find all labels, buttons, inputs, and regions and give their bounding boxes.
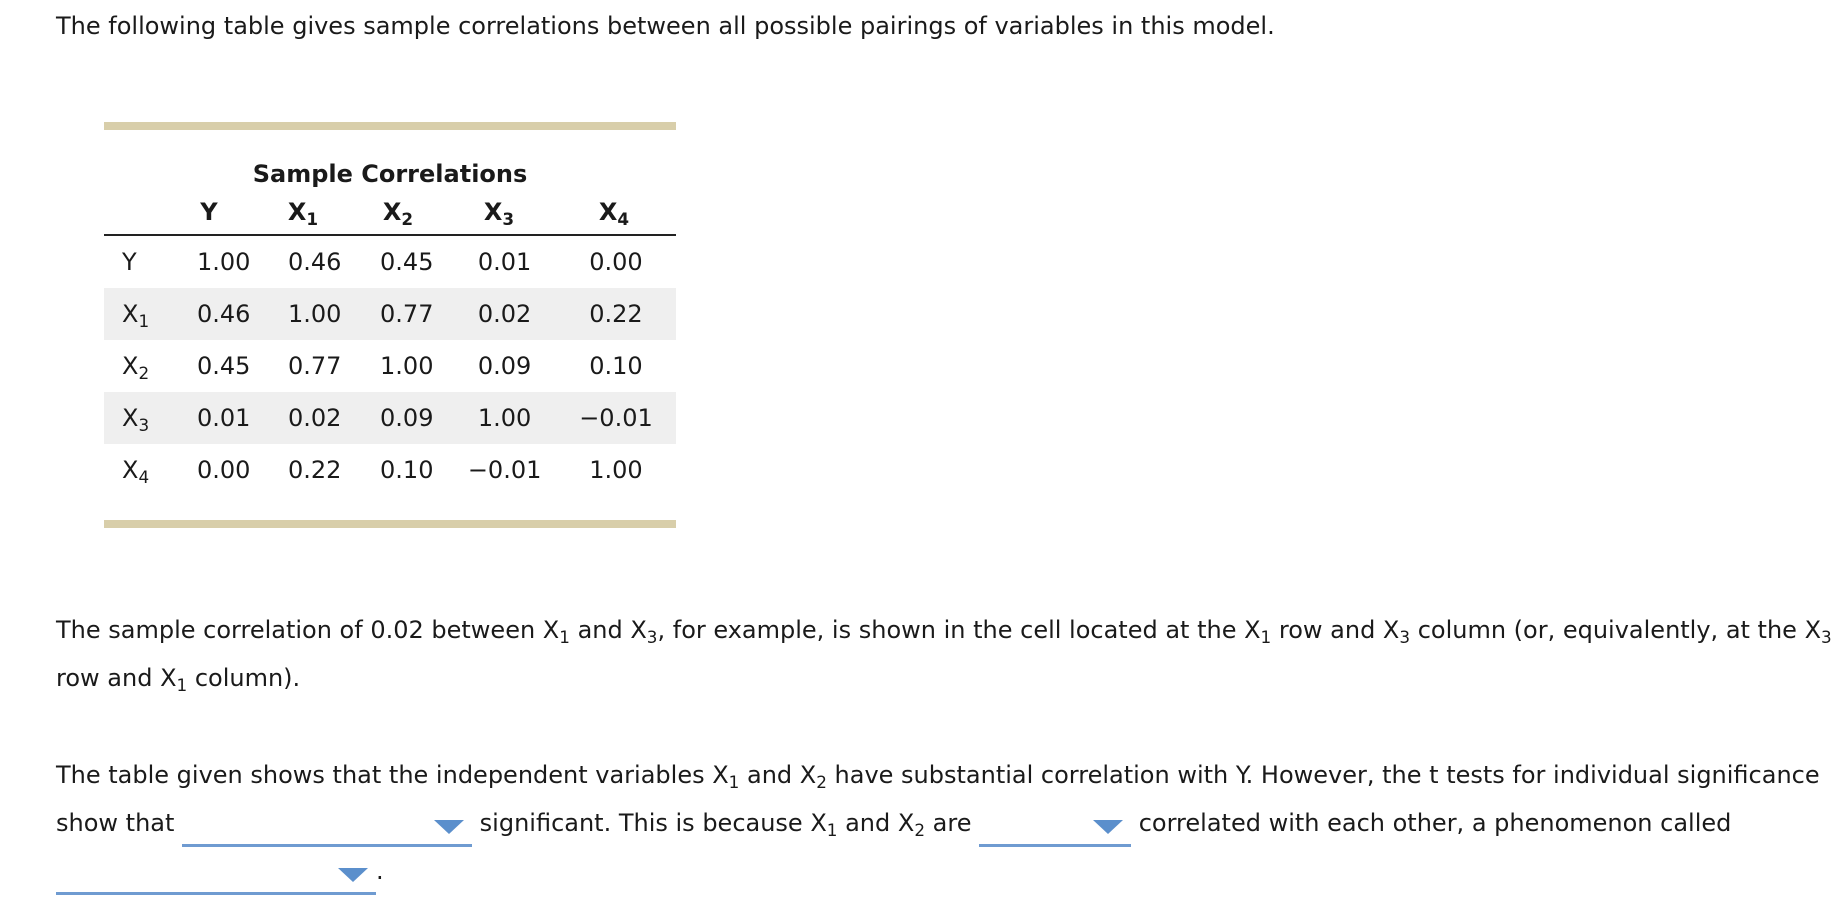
table-cell: 0.45 — [196, 352, 251, 380]
table-cell: 0.46 — [288, 248, 342, 276]
example-paragraph: The sample correlation of 0.02 between $X_1$ and $X_3$, for example, is shown in the cell located at the $X_1$ row and $X_3$ column (or, equivalently, at the $X_3$ row and $X_1$ column). — [56, 616, 1832, 695]
phenomenon-dropdown[interactable] — [56, 856, 376, 895]
table-cell: 0.22 — [589, 300, 643, 328]
table-cell: 0.01 — [196, 404, 251, 432]
column-header: $X_3$ — [483, 198, 515, 229]
table-row — [104, 288, 676, 340]
intro-text: The following table gives sample correlations between all possible pairings of variables in this model. — [56, 12, 1275, 40]
table-cell: 0.09 — [380, 404, 434, 432]
row-label: $X_1$ — [122, 300, 150, 331]
table-header-row — [104, 190, 676, 236]
table-cell: 0.77 — [288, 352, 342, 380]
row-label: Y — [122, 248, 137, 276]
table-cell: −0.01 — [467, 456, 542, 484]
table-bottom-rule — [104, 520, 676, 528]
table-cell: 1.00 — [288, 300, 342, 328]
table-cell: 0.46 — [196, 300, 251, 328]
chevron-down-icon — [1093, 820, 1123, 834]
table-title: Sample Correlations — [252, 160, 528, 188]
row-label: $X_3$ — [122, 404, 150, 435]
table-cell: 0.00 — [196, 456, 251, 484]
table-cell: 1.00 — [380, 352, 434, 380]
table-cell: 0.02 — [477, 300, 532, 328]
table-cell: 0.22 — [288, 456, 342, 484]
significance-dropdown[interactable] — [182, 808, 472, 847]
table-cell: 1.00 — [589, 456, 643, 484]
table-row — [104, 340, 676, 392]
table-cell: 0.02 — [288, 404, 342, 432]
column-header: $X_2$ — [382, 198, 414, 229]
table-cell: −0.01 — [579, 404, 653, 432]
table-cell: 0.09 — [477, 352, 532, 380]
column-header: $X_1$ — [287, 198, 319, 229]
question-paragraph: The table given shows that the independent variables $X_1$ and $X_2$ have substantial correlation with Y. However, the t tests for individual significance show that significant. This is because $X_1$ and $X_2$ are correlated with each other, a phenomenon called . — [56, 751, 1846, 895]
table-row — [104, 392, 676, 444]
table-cell: 0.77 — [380, 300, 434, 328]
chevron-down-icon — [338, 868, 368, 882]
degree-dropdown[interactable] — [979, 808, 1131, 847]
correlation-table — [104, 122, 676, 528]
table-cell: 0.45 — [380, 248, 434, 276]
table-cell: 1.00 — [196, 248, 251, 276]
table-cell: 1.00 — [477, 404, 532, 432]
column-header: Y — [200, 198, 218, 226]
table-row — [104, 444, 676, 496]
table-cell: 0.10 — [589, 352, 643, 380]
table-row — [104, 236, 676, 288]
table-cell: 0.10 — [380, 456, 434, 484]
chevron-down-icon — [434, 820, 464, 834]
row-label: $X_2$ — [122, 352, 150, 383]
row-label: $X_4$ — [122, 456, 150, 487]
table-cell: 0.00 — [589, 248, 643, 276]
column-header: $X_4$ — [598, 198, 630, 229]
table-top-rule — [104, 122, 676, 130]
table-cell: 0.01 — [477, 248, 532, 276]
